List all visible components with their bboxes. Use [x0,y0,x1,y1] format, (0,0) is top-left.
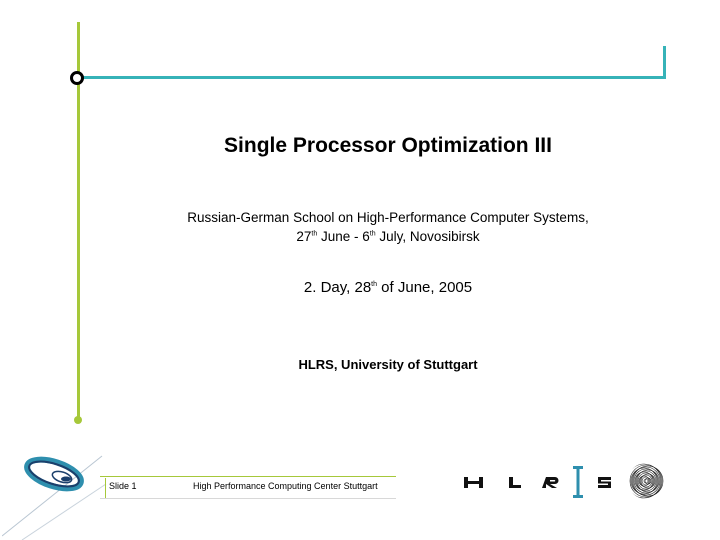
slide-date [0,279,720,296]
footer-organization: High Performance Computing Center Stuttgart [193,481,378,491]
subtitle-location: July, Novosibirsk [375,229,480,244]
accent-dot-bottom [74,416,82,424]
footer-top-line [100,476,396,477]
institution-name: HLRS, University of Stuttgart [298,357,478,372]
ordinal-suffix: th [371,281,378,288]
footer-bottom-line [100,498,396,499]
subtitle-date-range: June - 6 [317,229,370,244]
hlrs-swirl-logo-icon [2,444,108,540]
moire-pattern-icon [627,462,665,500]
subtitle-date-start: 27 [296,229,312,244]
slide-title: Single Processor Optimization III [224,134,552,157]
date-end: of June, 2005 [377,279,473,296]
right-accent-tick [663,46,666,79]
accent-circle-top [70,71,84,85]
date-start: 2. Day, 28 [303,279,372,296]
footer-separator [105,478,106,498]
hlrs-wordmark-logo-icon [460,460,620,504]
logo-wordmark-text [0,0,1,1]
subtitle-line-2 [0,229,720,244]
ordinal-suffix: th [369,230,376,238]
slide-number: Slide 1 [109,481,137,491]
ordinal-suffix: th [311,230,318,238]
top-accent-line [80,76,666,79]
subtitle-line-1: Russian-German School on High-Performance Computer Systems, [187,210,589,225]
